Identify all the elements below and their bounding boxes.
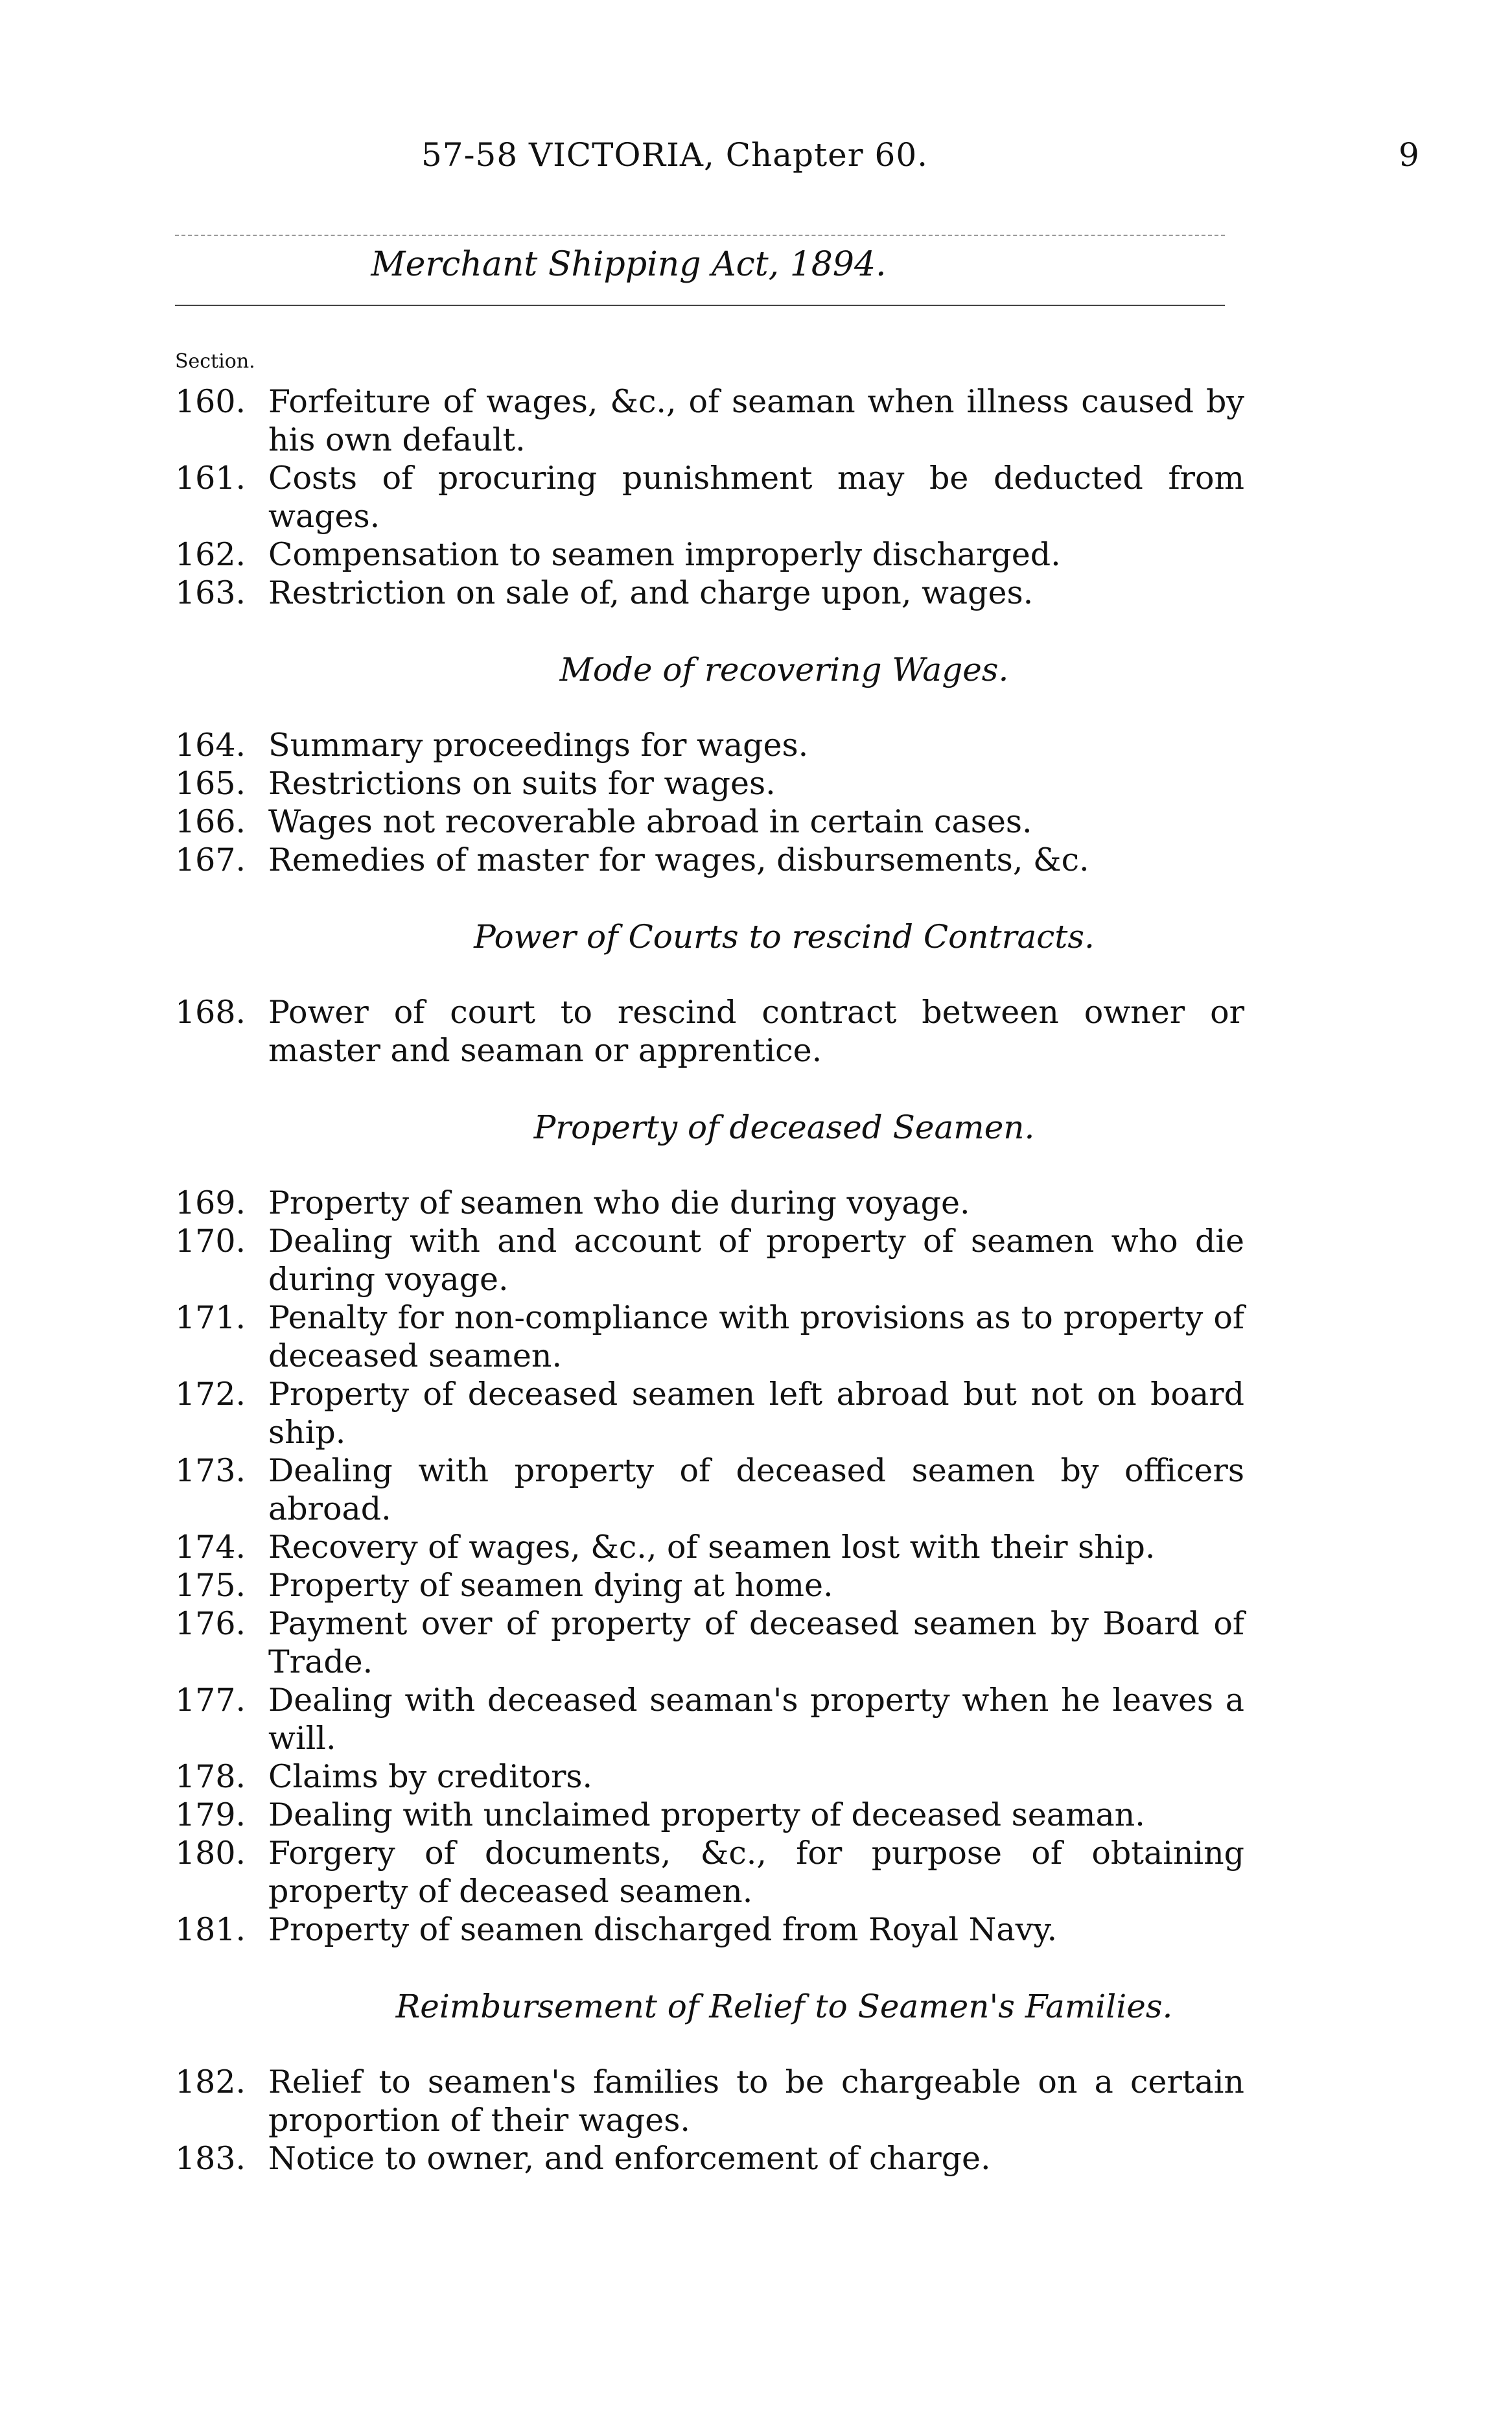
header-rule <box>175 305 1225 306</box>
section-title: Relief to seamen's families to be chargeable on a certain proportion of their wages. <box>268 2063 1244 2139</box>
contents-entry <box>175 726 1244 764</box>
section-number: 171. <box>175 1299 246 1336</box>
contents-entry <box>175 1758 1244 1796</box>
section-number: 164. <box>175 727 246 764</box>
section-title: Remedies of master for wages, disbursements, &c. <box>268 841 1089 878</box>
section-title: Property of deceased seamen left abroad but not on board ship. <box>268 1376 1244 1451</box>
section-title: Property of seamen discharged from Royal Navy. <box>268 1911 1058 1948</box>
table-of-contents <box>175 350 1244 2178</box>
section-number: 181. <box>175 1911 246 1948</box>
section-title: Summary proceedings for wages. <box>268 727 809 764</box>
section-number: 166. <box>175 803 246 840</box>
section-title: Compensation to seamen improperly discharged. <box>268 536 1061 573</box>
section-title: Dealing with unclaimed property of deceased seaman. <box>268 1796 1145 1833</box>
section-number: 169. <box>175 1184 246 1221</box>
group-heading: Reimbursement of Relief to Seamen's Families. <box>395 1988 1173 2025</box>
section-number: 163. <box>175 574 246 611</box>
group-heading: Power of Courts to rescind Contracts. <box>474 918 1095 956</box>
group-heading: Mode of recovering Wages. <box>559 651 1009 688</box>
contents-entry <box>175 2063 1244 2139</box>
contents-entry <box>175 574 1244 612</box>
section-number: 178. <box>175 1758 246 1795</box>
running-title: 57-58 VICTORIA, Chapter 60. <box>421 136 929 174</box>
contents-group <box>175 918 1244 1070</box>
contents-entry <box>175 1911 1244 1949</box>
section-title: Payment over of property of deceased seamen by Board of Trade. <box>268 1605 1244 1680</box>
section-number: 165. <box>175 765 246 802</box>
contents-entry <box>175 1184 1244 1222</box>
section-title: Property of seamen dying at home. <box>268 1567 833 1604</box>
contents-entry <box>175 1528 1244 1566</box>
section-title: Forgery of documents, &c., for purpose of obtaining property of deceased seamen. <box>268 1835 1244 1910</box>
contents-entry <box>175 1796 1244 1834</box>
section-number: 175. <box>175 1567 246 1604</box>
contents-entry <box>175 2139 1244 2178</box>
section-title: Dealing with deceased seaman's property when he leaves a will. <box>268 1682 1244 1757</box>
section-title: Claims by creditors. <box>268 1758 593 1795</box>
section-number: 177. <box>175 1682 246 1719</box>
contents-entry <box>175 803 1244 841</box>
section-title: Recovery of wages, &c., of seamen lost with their ship. <box>268 1529 1156 1566</box>
page-number: 9 <box>1399 136 1419 174</box>
contents-entry <box>175 1566 1244 1605</box>
section-number: 182. <box>175 2063 246 2100</box>
section-number: 179. <box>175 1796 246 1833</box>
section-number: 168. <box>175 994 246 1031</box>
section-number: 161. <box>175 460 246 497</box>
section-title: Restriction on sale of, and charge upon, wages. <box>268 574 1034 611</box>
section-label: Section. <box>175 350 255 373</box>
contents-entry <box>175 764 1244 803</box>
section-title: Wages not recoverable abroad in certain cases. <box>268 803 1032 840</box>
section-number: 174. <box>175 1529 246 1566</box>
contents-entry <box>175 1375 1244 1452</box>
section-number: 170. <box>175 1223 246 1260</box>
section-title: Forfeiture of wages, &c., of seaman when illness caused by his own default. <box>268 383 1244 458</box>
contents-group <box>175 651 1244 879</box>
contents-group <box>175 1109 1244 1949</box>
contents-entry <box>175 841 1244 879</box>
section-number: 183. <box>175 2140 246 2177</box>
contents-entry <box>175 1681 1244 1758</box>
section-number: 180. <box>175 1835 246 1872</box>
section-title: Restrictions on suits for wages. <box>268 765 776 802</box>
contents-entry <box>175 1834 1244 1911</box>
section-number: 160. <box>175 383 246 420</box>
section-title: Dealing with and account of property of seamen who die during voyage. <box>268 1223 1244 1298</box>
top-divider <box>175 235 1225 236</box>
section-title: Property of seamen who die during voyage. <box>268 1184 970 1221</box>
section-number: 167. <box>175 841 246 878</box>
section-number: 162. <box>175 536 246 573</box>
contents-entry <box>175 382 1244 459</box>
contents-entry <box>175 1299 1244 1375</box>
contents-entry <box>175 1605 1244 1681</box>
section-title: Penalty for non-compliance with provisions as to property of deceased seamen. <box>268 1299 1244 1374</box>
section-title: Power of court to rescind contract between owner or master and seaman or apprentice. <box>268 994 1244 1069</box>
contents-entry <box>175 535 1244 574</box>
contents-entry <box>175 1222 1244 1299</box>
contents-entry <box>175 1452 1244 1528</box>
contents-group <box>175 1988 1244 2178</box>
section-title: Notice to owner, and enforcement of charge. <box>268 2140 991 2177</box>
act-title: Merchant Shipping Act, 1894. <box>371 245 887 284</box>
section-number: 172. <box>175 1376 246 1413</box>
contents-entry <box>175 993 1244 1070</box>
contents-group <box>175 382 1244 612</box>
contents-entry <box>175 459 1244 535</box>
group-heading: Property of deceased Seamen. <box>533 1109 1035 1146</box>
section-number: 176. <box>175 1605 246 1642</box>
running-head <box>0 136 1512 188</box>
section-title: Dealing with property of deceased seamen by officers abroad. <box>268 1452 1244 1527</box>
section-title: Costs of procuring punishment may be deducted from wages. <box>268 460 1244 535</box>
section-number: 173. <box>175 1452 246 1489</box>
